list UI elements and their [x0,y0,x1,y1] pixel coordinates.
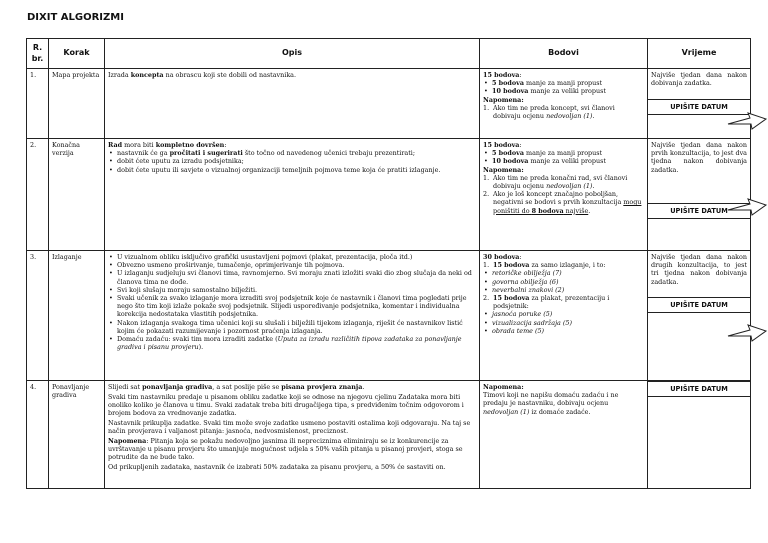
list-item: 2. Ako je loš koncept značajno poboljšan, negativni se bodovi s prvih konzultacija mogu poništiti do 8 bodova najviše. [483,190,642,215]
list-item: • 5 bodova manje za manji propust [483,79,644,87]
header-rbr: R. br. [27,39,49,69]
list-item: • dobit ćete uputu za izradu podsjetnika; [108,157,476,165]
date-field[interactable]: UPIŠITE DATUM [648,203,750,219]
table-row [27,69,751,139]
pointer-arrow-icon [726,110,768,132]
description-cell: Slijedi sat ponavljanja gradiva, a sat poslije piše se pisana provjera znanja. Svaki tim nastavniku predaje u pisanom obliku zadatke koji se odnose na njegovu cjelinu Zadataka mora biti onoliko koliko je članova u timu. Svaki zadatak treba biti drugačijega tipa, s predviđenim točnim odgovorom i brojem bodova za vrednovanje zadatka. Nastavnik prikuplja zadatke. Svaki tim može svoje zadatke usmeno postaviti ostalima koji odgovaraju. Na taj se način provjerava i valjanost pitanja: jasnoća, nedvosmislenost, preciznost. Napomena: Pitanja koja se pokažu nedovoljno jasnima ili nepreciznima eliminiraju se iz konkurencije za uvrštavanje u pisanu provjeru što umanjuje mogućnost udjela s 50% vaših pitanja u pisanoj provjeri, stoga se potrudite da ne bude tako. Od prikupljenih zadataka, nastavnik će izabrati 50% zadataka za pisanu provjeru, a 50% će sastaviti on. [105,381,480,489]
list-item: • Svaki učenik za svako izlaganje mora izraditi svoj podsjetnik koje će nastavnik i članovi tima pogledati prije nego što tim koji izlaže pokaže svoj podsjetnik. Slijedi uspoređivanje podsjetnika, komentar i individualna korekcija nedostataka vlastitih podsjetnika. [108,294,476,319]
list-item: • Svi koji slušaju moraju samostalno bilježiti. [108,286,476,294]
date-field[interactable]: UPIŠITE DATUM [648,99,750,115]
row-number: 3. [27,251,49,381]
document-title: DIXIT ALGORIZMI [27,12,124,23]
header-bodovi: Bodovi [480,39,648,69]
list-item: • 10 bodova manje za veliki propust [483,87,644,95]
list-item: • 5 bodova manje za manji propust [483,149,644,157]
list-item: 1. Ako tim ne preda koncept, svi članovi dobivaju ocjenu nedovoljan (1). [483,103,615,120]
points-cell: Napomena: Timovi koji ne napišu domaću zadaću i ne predaju je nastavniku, dobivaju ocjenu nedovoljan (1) iz domaće zadaće. [480,381,648,489]
description-cell [105,251,480,381]
list-item: • Nakon izlaganja svakoga tima učenici koji su slušali i bilježili tijekom izlaganja, riješit će nastavnikov listić kojim će pokazati razumijevanje i pozornost praćenja izlaganja. [108,319,476,335]
note-label: Napomena: [483,95,524,104]
step-name: Ponavljanje gradiva [49,381,105,489]
list-item: • Domaću zadaću: svaki tim mora izraditi zadatke (Uputa za izradu različitih tipova zadataka za ponavljanje gradiva i pisanu provjeru). [108,335,476,351]
table-row [27,251,751,381]
points-cell: 15 bodova: • 5 bodova manje za manji propust • 10 bodova manje za veliki propust Napomena: 1. Ako tim ne preda konačni rad, svi članovi dobivaju ocjenu nedovoljan (1). 2. Ako je loš koncept značajno poboljšan, negativni se bodovi s prvih konzultacija mogu poništiti do 8 bodova najviše. [480,139,648,251]
points-cell: 15 bodova: • 5 bodova manje za manji propust • 10 bodova manje za veliki propust Napomena: 1. Ako tim ne preda koncept, svi članovi dobivaju ocjenu nedovoljan (1). [480,69,648,139]
list-item: • dobit ćete uputu ili savjete o vizualnoj organizaciji temeljnih pojmova teme koja će pratiti izlaganje. [108,166,476,174]
row-number: 2. [27,139,49,251]
list-item: • obrada teme (5) [483,327,644,335]
table-row [27,381,751,489]
pointer-arrow-icon [726,196,768,218]
algorithm-table [26,38,751,489]
pointer-arrow-icon [726,322,768,344]
paragraph: Nastavnik prikuplja zadatke. Svaki tim može svoje zadatke usmeno postaviti ostalima koji odgovaraju. Na taj se način provjerava i valjanost pitanja: jasnoća, nedvosmislenost, preciznost. [108,418,471,435]
header-opis: Opis [105,39,480,69]
description-cell: Izrada koncepta na obrascu koji ste dobili od nastavnika. [105,69,480,139]
header-korak: Korak [49,39,105,69]
list-item: • vizualizacija sadržaja (5) [483,319,644,327]
time-text: Najviše tjedan dana nakon dobivanja zadatka. [651,71,747,88]
date-field[interactable]: UPIŠITE DATUM [648,381,750,397]
note-label: Napomena: [483,383,524,391]
header-vrijeme: Vrijeme [648,39,751,69]
list-item: • Obvezno usmeno proširivanje, tumačenje, oprimjerivanje tih pojmova. [108,261,476,269]
table-row [27,139,751,251]
time-text: Najviše tjedan dana nakon prvih konzultacija, to jest dva tjedna nakon dobivanja zadatka. [651,141,747,174]
paragraph: Svaki tim nastavniku predaje u pisanom obliku zadatke koji se odnose na njegovu cjelinu Zadataka mora biti onoliko koliko je članova u timu. Svaki zadatak treba biti drugačijega tipa, s predviđenim točnim odgovorom i brojem bodova za vrednovanje zadatka. [108,392,464,418]
step-name: Izlaganje [49,251,105,381]
note-label: Napomena: [483,165,524,174]
step-name: Konačna verzija [49,139,105,251]
list-item: • U izlaganju sudjeluju svi članovi tima, ravnomjerno. Svi moraju znati izložiti svaki dio zbog slučaja da neki od članova tima ne dođe. [108,269,476,285]
list-item: • nastavnik će ga pročitati i sugerirati što točno od navedenog učenici trebaju prezentirati; [108,149,476,157]
row-number: 4. [27,381,49,489]
row-number: 1. [27,69,49,139]
time-text: Najviše tjedan dana nakon drugih konzultacija, to jest tri tjedna nakon dobivanja zadatka. [651,253,747,286]
list-item: 1. 15 bodova za samo izlaganje, i to: [483,261,606,270]
time-cell [648,251,751,381]
list-item: • retoričke obilježja (7) [483,269,644,277]
list-item: • neverbalni znakovi (2) [483,286,644,294]
date-field[interactable]: UPIŠITE DATUM [648,297,750,313]
list-item: • govorna obilježja (6) [483,278,644,286]
points-cell: 30 bodova: 1. 15 bodova za samo izlaganje, i to: • retoričke obilježja (7) • govorna obilježja (6) • neverbalni znakovi (2) 2. 15 bodova za plakat, prezentaciju i podsjetnik: • jasnoća poruke (5) • vizualizacija sadržaja (5) • obrada teme (5) [480,251,648,381]
list-item: 2. 15 bodova za plakat, prezentaciju i podsjetnik: [483,293,610,311]
step-name: Mapa projekta [49,69,105,139]
list-item: 1. Ako tim ne preda konačni rad, svi članovi dobivaju ocjenu nedovoljan (1). [483,173,628,190]
list-item: • U vizualnom obliku isključivo grafički usustavljeni pojmovi (plakat, prezentacija, ploča itd.) [108,253,476,261]
list-item: • jasnoća poruke (5) [483,310,644,318]
time-cell [648,139,751,251]
description-cell: Rad mora biti kompletno dovršen: • nastavnik će ga pročitati i sugerirati što točno od navedenog učenici trebaju prezentirati; • dobit ćete uputu za izradu podsjetnika; • dobit ćete uputu ili savjete o vizualnoj organizaciji temeljnih pojmova teme koja će pratiti izlaganje. [105,139,480,251]
table-header-row [27,39,751,69]
time-cell [648,381,751,489]
paragraph: Od prikupljenih zadataka, nastavnik će izabrati 50% zadataka za pisanu provjeru, a 50% će sastaviti on. [108,462,446,471]
list-item: • 10 bodova manje za veliki propust [483,157,644,165]
